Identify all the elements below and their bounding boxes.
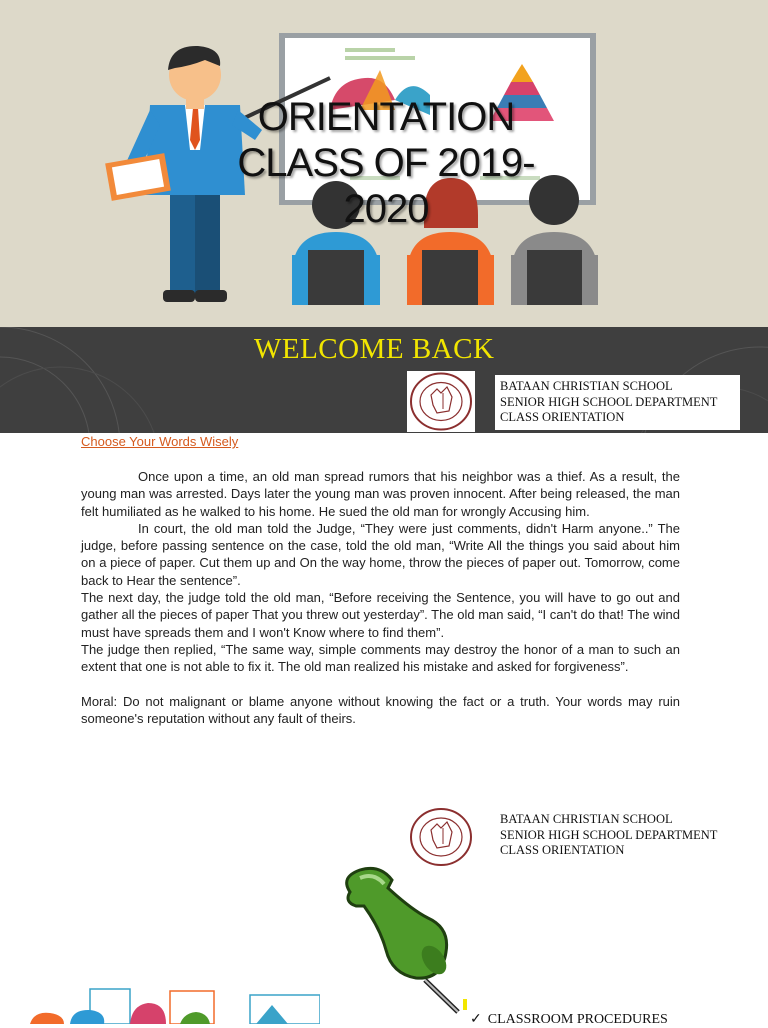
- school-seal-icon: [407, 806, 475, 868]
- school-seal-icon: [407, 371, 475, 432]
- school-name: BATAAN CHRISTIAN SCHOOL: [500, 379, 673, 393]
- hero-title-line2: CLASS OF 2019-2020: [237, 141, 535, 231]
- school-info-card: [495, 375, 740, 430]
- story-paragraph: In court, the old man told the Judge, “They were just comments, didn't Harm anyone..” The judge, before passing sentence on the case, told the old man, “Write All the things you said about him on a piece of paper. Cut them up and On the way home, throw the pieces of paper out. Tomorrow, come back to Hear the sentence”.: [81, 520, 680, 588]
- department-name: SENIOR HIGH SCHOOL DEPARTMENT: [500, 394, 718, 409]
- hero-title-line1: ORIENTATION: [257, 95, 515, 139]
- story-paragraph: The judge then replied, “The same way, simple comments may destroy the honor of a man to such an extent that one is not able to fix it. The old man realized his mistake and asked for forgiveness”.: [81, 641, 680, 675]
- event-name: CLASS ORIENTATION: [500, 410, 625, 424]
- checklist-item-label: CLASSROOM PROCEDURES: [487, 1012, 668, 1027]
- story-moral: Moral: Do not malignant or blame anyone without knowing the fact or a truth. Your words may ruin someone's reputation without any fault of theirs.: [81, 693, 680, 726]
- story-paragraph: Once upon a time, an old man spread rumors that his neighbor was a thief. As a result, the young man was arrested. Days later the young man was proven innocent. After being released, the man felt humiliated as he walked to his home. He sued the old man for wrongly Accusing him.: [81, 469, 680, 519]
- school-info-card: [495, 812, 745, 859]
- welcome-heading: WELCOME BACK: [254, 333, 495, 365]
- story-body: [81, 468, 680, 727]
- school-name: BATAAN CHRISTIAN SCHOOL: [500, 812, 673, 826]
- check-icon: ✓: [470, 1012, 482, 1027]
- checklist-item: [470, 1011, 668, 1028]
- story-paragraph: The next day, the judge told the old man, “Before receiving the Sentence, you will have to go out and gather all the pieces of paper That you threw out yesterday”. The old man said, “I can't do that! The wind must have spreads them and I won't Know where to find them”.: [81, 590, 680, 640]
- pushpin-icon: [330, 862, 480, 1024]
- story-title: Choose Your Words Wisely: [81, 434, 239, 449]
- department-name: SENIOR HIGH SCHOOL DEPARTMENT: [500, 827, 718, 842]
- hero-slide: [0, 0, 768, 327]
- hero-title: [196, 94, 576, 232]
- event-name: CLASS ORIENTATION: [500, 843, 625, 857]
- colorful-letters-decoration: [20, 985, 320, 1024]
